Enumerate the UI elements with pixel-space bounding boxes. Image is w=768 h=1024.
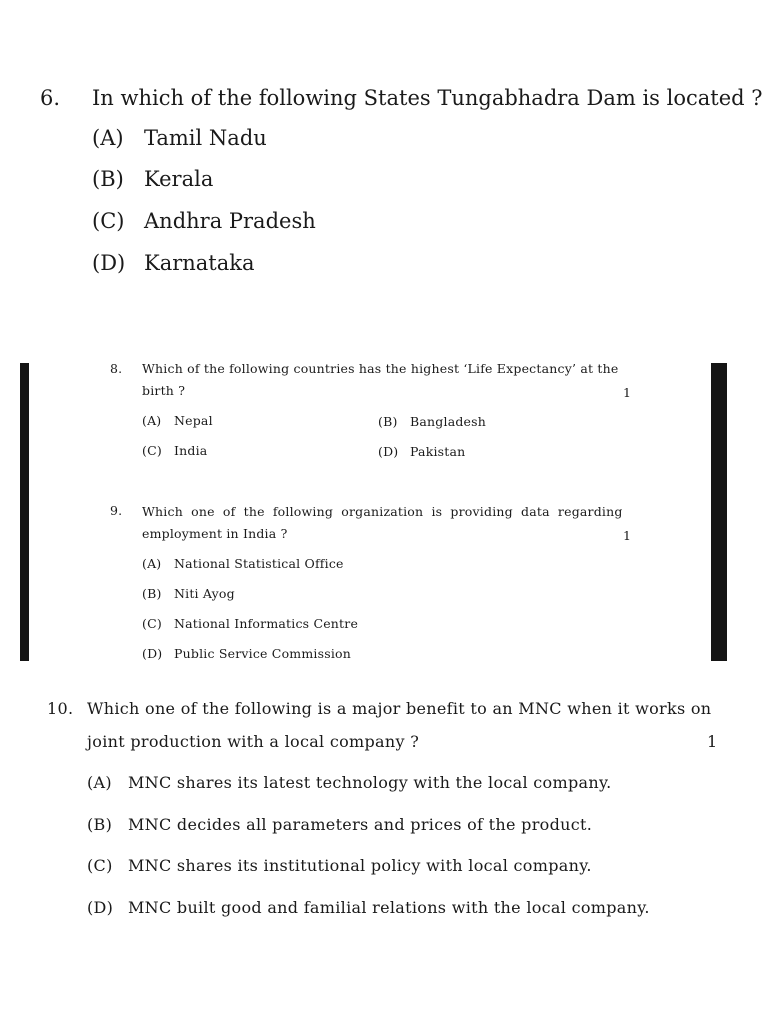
option-label: (B) [378, 414, 398, 429]
option-text: MNC built good and familial relations with the local company. [128, 898, 650, 917]
option-label: (C) [87, 856, 113, 875]
option-label: (D) [378, 444, 399, 459]
option-label: (C) [92, 209, 125, 233]
question-6-number: 6. [40, 86, 61, 110]
option-label: (A) [142, 413, 162, 428]
option-text: India [174, 443, 208, 458]
option-text: Niti Ayog [174, 586, 235, 601]
option-text: Karnataka [144, 251, 255, 275]
question-6-text: In which of the following States Tungabhadra Dam is located ? [92, 86, 763, 110]
question-10-option-a [87, 773, 612, 792]
option-label: (C) [142, 616, 162, 631]
question-8-marks: 1 [623, 385, 631, 400]
question-10-number: 10. [47, 699, 74, 718]
question-8-text-line2: birth ? [142, 383, 186, 398]
option-text: Tamil Nadu [144, 126, 267, 150]
option-label: (B) [92, 167, 124, 191]
question-8-option-b [378, 414, 486, 429]
option-text: National Statistical Office [174, 556, 344, 571]
option-text: Kerala [144, 167, 214, 191]
option-text: Pakistan [410, 444, 466, 459]
option-label: (A) [142, 556, 162, 571]
option-text: Bangladesh [410, 414, 487, 429]
option-label: (A) [92, 126, 124, 150]
question-8-text-line1: Which of the following countries has the highest ‘Life Expectancy’ at the [142, 361, 619, 376]
question-9-number: 9. [110, 503, 123, 518]
option-label: (B) [87, 815, 113, 834]
question-9-option-b [142, 586, 235, 601]
option-label: (D) [87, 898, 114, 917]
question-8-number: 8. [110, 361, 123, 376]
option-text: Public Service Commission [174, 646, 351, 661]
option-text: MNC shares its institutional policy with local company. [128, 856, 592, 875]
question-9-option-a [142, 556, 344, 571]
question-6-option-b [92, 167, 213, 191]
question-6-option-a [92, 126, 267, 150]
option-text: MNC shares its latest technology with the local company. [128, 773, 612, 792]
question-10-text-line1: Which one of the following is a major benefit to an MNC when it works on [87, 699, 712, 718]
option-label: (A) [87, 773, 112, 792]
option-label: (B) [142, 586, 162, 601]
option-text: Nepal [174, 413, 213, 428]
option-text: Andhra Pradesh [144, 209, 316, 233]
question-9-text-line1: Which one of the following organization is providing data regarding [142, 504, 623, 519]
question-9-text-line2: employment in India ? [142, 526, 288, 541]
question-10-marks: 1 [707, 732, 718, 751]
question-8-option-c [142, 443, 207, 458]
option-label: (D) [92, 251, 126, 275]
left-border-bar [20, 363, 29, 661]
question-10-option-d [87, 898, 650, 917]
question-8-option-a [142, 413, 213, 428]
question-10-option-b [87, 815, 592, 834]
option-text: MNC decides all parameters and prices of the product. [128, 815, 593, 834]
option-text: National Informatics Centre [174, 616, 359, 631]
question-9-option-d [142, 646, 351, 661]
right-border-bar [711, 363, 727, 661]
question-9-option-c [142, 616, 358, 631]
option-label: (D) [142, 646, 163, 661]
question-6-option-c [92, 209, 316, 233]
question-8-option-d [378, 444, 465, 459]
question-10-text-line2: joint production with a local company ? [87, 732, 420, 751]
question-10-option-c [87, 856, 592, 875]
question-6-option-d [92, 251, 255, 275]
question-9-marks: 1 [623, 528, 631, 543]
option-label: (C) [142, 443, 162, 458]
